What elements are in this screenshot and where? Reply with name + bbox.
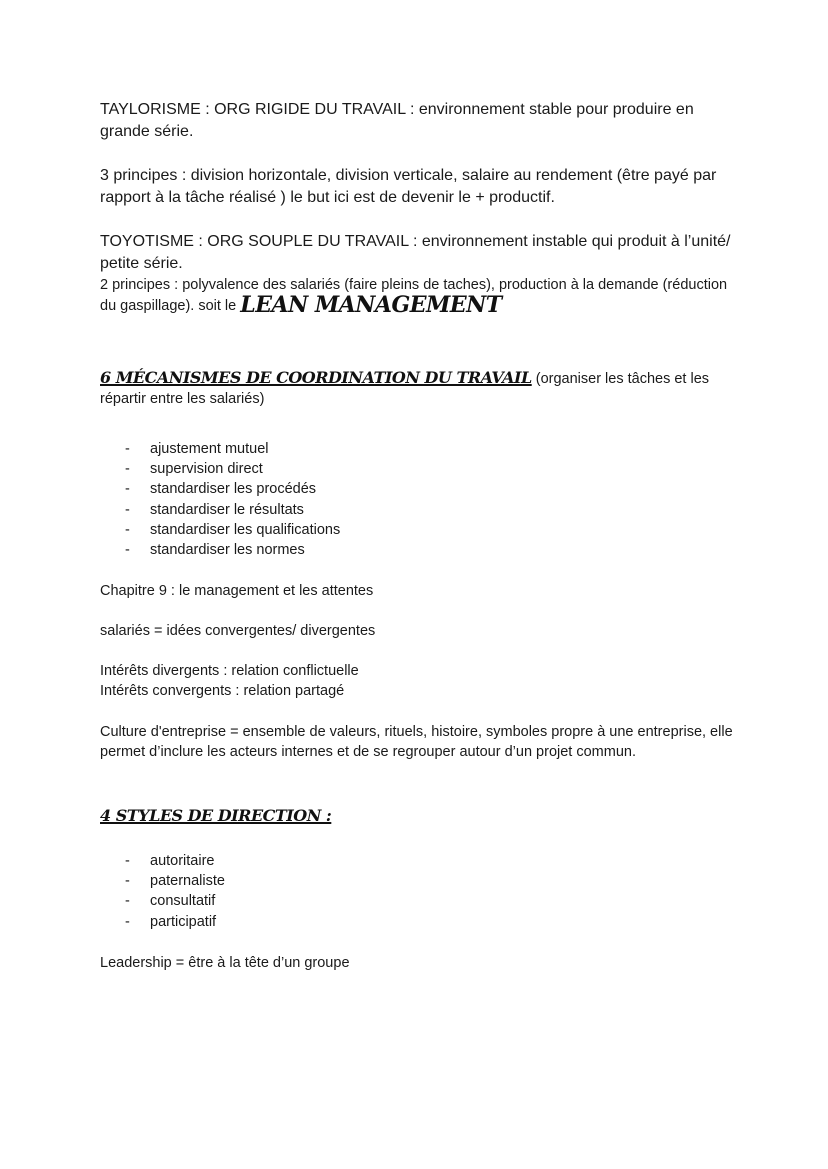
- taylorisme-text: TAYLORISME : ORG RIGIDE DU TRAVAIL : environnement stable pour produire en grande série.: [100, 101, 694, 140]
- list-item-text: standardiser les qualifications: [150, 521, 341, 538]
- toyotisme-text: TOYOTISME : ORG SOUPLE DU TRAVAIL : environnement instable qui produit à l’unité/ petite série.: [100, 233, 731, 272]
- interets-convergents-text: Intérêts convergents : relation partagé: [100, 683, 345, 699]
- list-item-text: consultatif: [150, 893, 216, 910]
- interets-block: [100, 661, 740, 701]
- styles-list: [100, 851, 700, 932]
- list-item: [100, 540, 700, 560]
- list-item-text: ajustement mutuel: [150, 441, 269, 457]
- toyota-principles-text: 2 principes : polyvalence des salariés (faire pleins de taches), production à la demande (réduction du gaspillage). soit le: [100, 277, 728, 314]
- bullet-dash: -: [125, 481, 130, 498]
- list-item: [100, 500, 700, 520]
- list-item-text: standardiser les procédés: [150, 481, 317, 498]
- bullet-dash: -: [125, 461, 130, 478]
- toyota-principles-line: [100, 275, 740, 316]
- list-item: [100, 520, 700, 540]
- chapitre-title: Chapitre 9 : le management et les attentes: [100, 583, 374, 599]
- list-item: [100, 912, 700, 932]
- mecanismes-heading-row: [100, 368, 740, 409]
- taylorisme-paragraph: [100, 99, 740, 143]
- bullet-dash: -: [125, 873, 130, 890]
- list-item-text: standardiser les normes: [150, 542, 305, 559]
- bullet-dash: -: [125, 521, 130, 538]
- list-item-text: supervision direct: [150, 461, 263, 478]
- salaries-text: salariés = idées convergentes/ divergentes: [100, 623, 376, 639]
- list-item-text: participatif: [150, 913, 217, 930]
- mecanismes-heading-suffix: (organiser les tâches et les répartir entre les salariés): [100, 371, 710, 407]
- bullet-dash: -: [125, 893, 130, 910]
- list-item-text: paternaliste: [150, 873, 225, 890]
- list-item: [100, 891, 700, 911]
- list-item-text: autoritaire: [150, 853, 215, 869]
- taylor-principles-text: 3 principes : division horizontale, division verticale, salaire au rendement (être payé par rapport à la tâche réalisé ) le but ici est de devenir le + productif.: [100, 167, 717, 206]
- taylor-principles-paragraph: [100, 165, 740, 209]
- culture-text: Culture d'entreprise = ensemble de valeurs, rituels, histoire, symboles propre à une entreprise, elle permet d’inclure les acteurs internes et de se regrouper autour d’un projet commun.: [100, 724, 733, 760]
- list-item: [100, 439, 700, 459]
- list-item-text: standardiser le résultats: [150, 501, 304, 518]
- list-item: [100, 479, 700, 499]
- styles-heading: 4 STYLES DE DIRECTION :: [100, 806, 332, 825]
- mecanismes-list: [100, 439, 700, 560]
- list-item: [100, 871, 700, 891]
- leadership-text: Leadership = être à la tête d’un groupe: [100, 955, 350, 971]
- toyotisme-paragraph: [100, 231, 740, 316]
- bullet-dash: -: [125, 913, 130, 930]
- styles-heading-row: [100, 806, 331, 826]
- interets-divergents-text: Intérêts divergents : relation conflictuelle: [100, 663, 359, 679]
- bullet-dash: -: [125, 542, 130, 559]
- list-item: [100, 851, 700, 871]
- bullet-dash: -: [125, 853, 130, 869]
- lean-management-title: LEAN MANAGEMENT: [240, 292, 502, 318]
- mecanismes-heading: 6 MÉCANISMES DE COORDINATION DU TRAVAIL: [100, 368, 532, 387]
- bullet-dash: -: [125, 441, 130, 457]
- list-item: [100, 459, 700, 479]
- bullet-dash: -: [125, 501, 130, 518]
